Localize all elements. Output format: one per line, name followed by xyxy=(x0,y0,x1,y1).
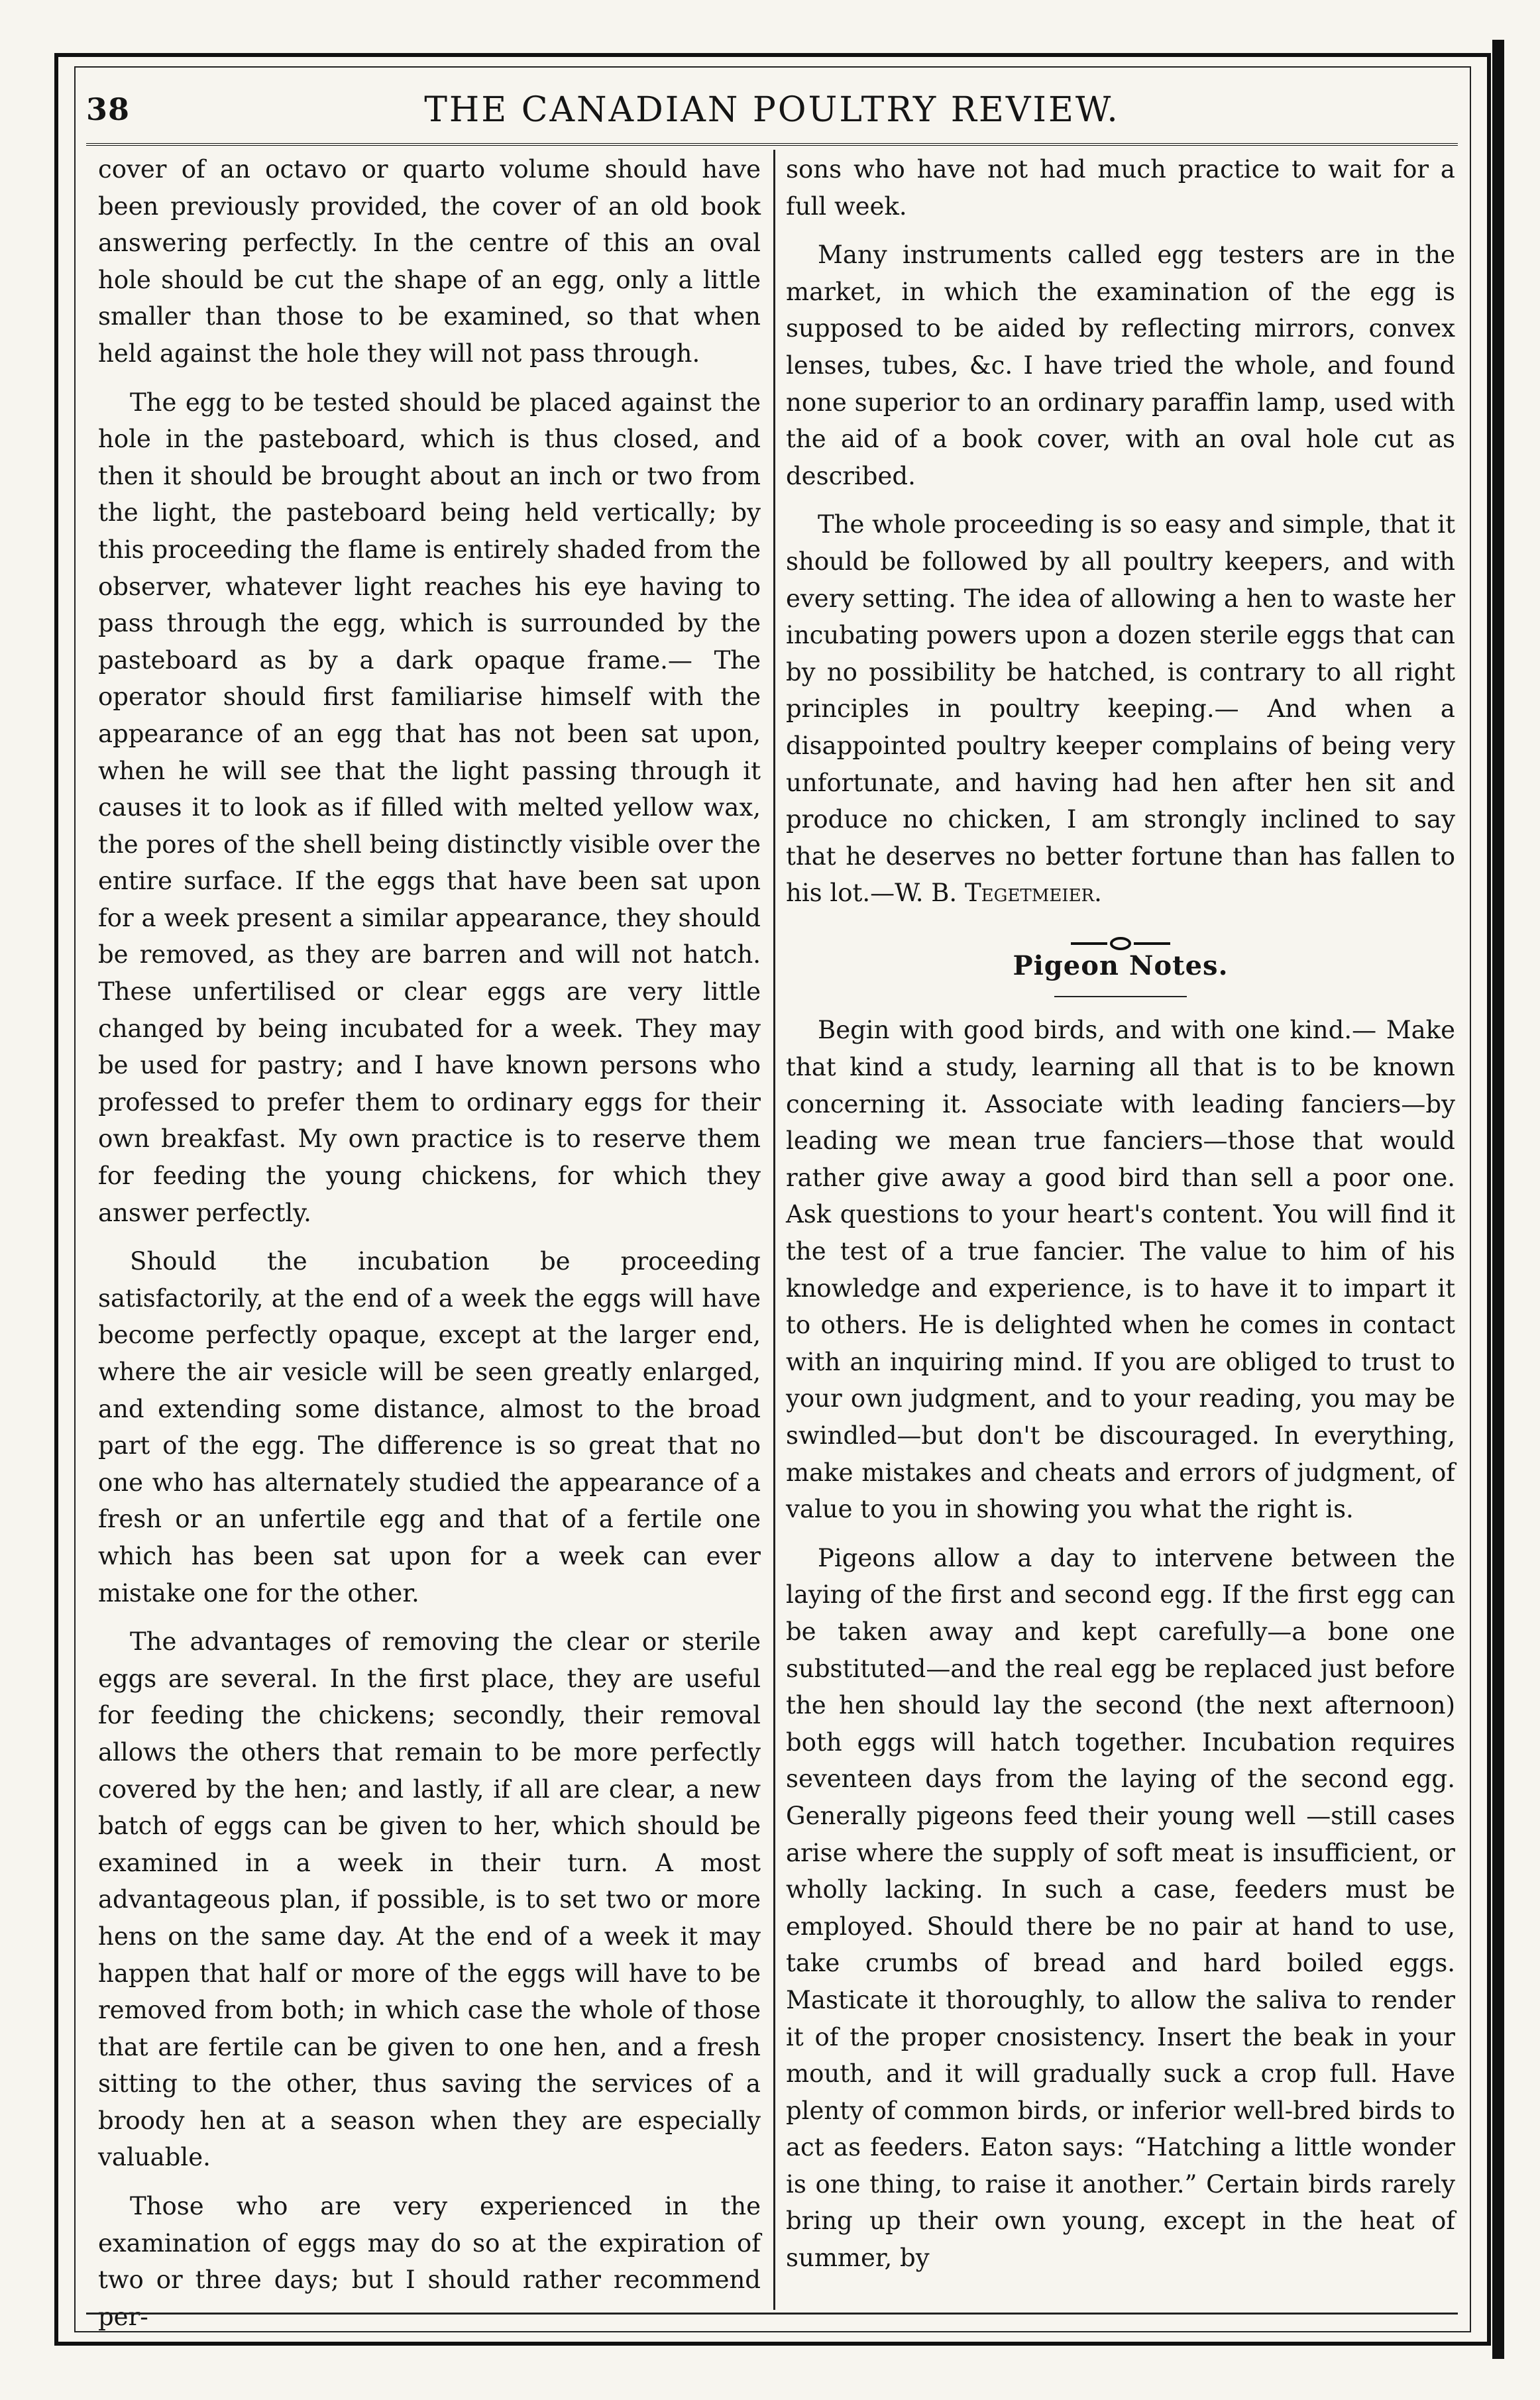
section-ornament xyxy=(786,925,1455,942)
paragraph: Pigeons allow a day to intervene between the laying of the first and second egg. If the first egg can be taken away and kept carefully—a bone one substituted—and the real egg be replaced just before the hen should lay the second (the next afternoon) both eggs will hatch together. Incubation requires seventeen days from the laying of the second egg. Generally pigeons feed their young well —still cases arise where the supply of soft meat is insufficient, or wholly lacking. In such a case, feeders must be employed. Should there be no pair at hand to use, take crumbs of bread and hard boiled eggs. Masticate it thoroughly, to allow the saliva to render it of the proper cnosistency. Insert the beak in your mouth, and it will gradually suck a crop full. Have plenty of common birds, or inferior well-bred birds to act as feeders. Eaton says: “Hatching a little wonder is one thing, to raise it another.” Certain birds rarely bring up their own young, except in the heat of summer, by xyxy=(786,1543,1455,2273)
paragraph: The egg to be tested should be placed against the hole in the pasteboard, which is thus closed, and then it should be brought about an inch or two from the light, the pasteboard being held vertically; by this proceeding the flame is entirely shaded from the observer, whatever light reaches his eye having to pass through the egg, which is surrounded by the pasteboard as by a dark opaque frame.— The operator should first familiarise himself with the appearance of an egg that has not been sat upon, when he will see that the light passing through it causes it to look as if filled with melted yellow wax, the pores of the shell being distinctly visible over the entire surface. If the eggs that have been sat upon for a week present a similar appearance, they should be removed, as they are barren and will not hatch. These unfertilised or clear eggs are very little changed by being incubated for a week. They may be used for pastry; and I have known persons who professed to prefer them to ordinary eggs for their own breakfast. My own practice is to reserve them for feeding the young chickens, for which they answer perfectly. xyxy=(98,388,761,1227)
paragraph: sons who have not had much practice to wait for a full week. xyxy=(786,155,1455,221)
paragraph: The advantages of removing the clear or sterile eggs are several. In the first place, they are useful for feeding the chickens; secondly, their removal allows the others that remain to be more perfectly covered by the hen; and lastly, if all are clear, a new batch of eggs can be given to her, which should be examined in a week in their turn. A most advantageous plan, if possible, is to set two or more hens on the same day. At the end of a week it may happen that half or more of the eggs will have to be removed from both; in which case the whole of those that are fertile can be given to one hen, and a fresh sitting to the other, thus saving the services of a broody hen at a season when they are especially valuable. xyxy=(98,1627,761,2172)
pigeon-notes-body xyxy=(786,1012,1455,2276)
paragraph xyxy=(786,506,1455,912)
right-column xyxy=(786,151,1455,2301)
footer-rule xyxy=(86,2313,1458,2315)
section-title-rule xyxy=(1054,996,1187,997)
page-number: 38 xyxy=(86,91,131,127)
paragraph: Should the incubation be proceeding satisfactorily, at the end of a week the eggs will have become perfectly opaque, except at the larger end, where the air vesicle will be seen greatly enlarged, and extending some distance, almost to the broad part of the egg. The difference is so great that no one who has alternately studied the appearance of a fresh or an unfertile egg and that of a fertile one which has been sat upon for a week can ever mistake one for the other. xyxy=(98,1247,761,1608)
author-signature: W. B. Tegetmeier. xyxy=(895,879,1102,908)
section-title: Pigeon Notes. xyxy=(1013,950,1229,981)
paragraph: Those who are very experienced in the examination of eggs may do so at the expiration of two or three days; but I should rather recommend per- xyxy=(98,2192,761,2331)
paragraph: Begin with good birds, and with one kind.— Make that kind a study, learning all that is to be known concerning it. Associate with leading fanciers—by leading we mean true fanciers—those that would rather give away a good bird than sell a poor one. Ask questions to your heart's content. You will find it the test of a true fancier. The value to him of his knowledge and experience, is to have it to impart it to others. He is delighted when he comes in contact with an inquiring mind. If you are obliged to trust to your own judgment, and to your reading, you may be swindled—but don't be discouraged. In everything, make mistakes and cheats and errors of judgment, of value to you in showing you what the right is. xyxy=(786,1016,1455,1524)
right-column-article-end xyxy=(786,151,1455,912)
paragraph-text: The whole proceeding is so easy and simple, that it should be followed by all poultry keepers, and with every setting. The idea of allowing a hen to waste her incubating powers upon a dozen sterile eggs that can by no possibility be hatched, is contrary to all right principles in poultry keeping.— And when a disappointed poultry keeper complains of being very unfortunate, and having had hen after hen sit and produce no chicken, I am strongly inclined to say that he deserves no better fortune than has fallen to his lot.— xyxy=(786,510,1455,908)
column-divider xyxy=(773,150,775,2310)
paragraph: cover of an octavo or quarto volume should have been previously provided, the cover of an old book answering perfectly. In the centre of this an oval hole should be cut the shape of an egg, only a little smaller than those to be examined, so that when held against the hole they will not pass through. xyxy=(98,155,761,368)
page-edge-bar xyxy=(1492,40,1504,2359)
paragraph: Many instruments called egg testers are in the market, in which the examination of the egg is supposed to be aided by reflecting mirrors, convex lenses, tubes, &c. I have tried the whole, and found none superior to an ordinary paraffin lamp, used with the aid of a book cover, with an oval hole cut as described. xyxy=(786,241,1455,490)
left-column xyxy=(98,151,761,2331)
header-rule xyxy=(86,143,1458,146)
page-header xyxy=(86,86,1458,139)
journal-title: THE CANADIAN POULTRY REVIEW. xyxy=(424,90,1120,130)
